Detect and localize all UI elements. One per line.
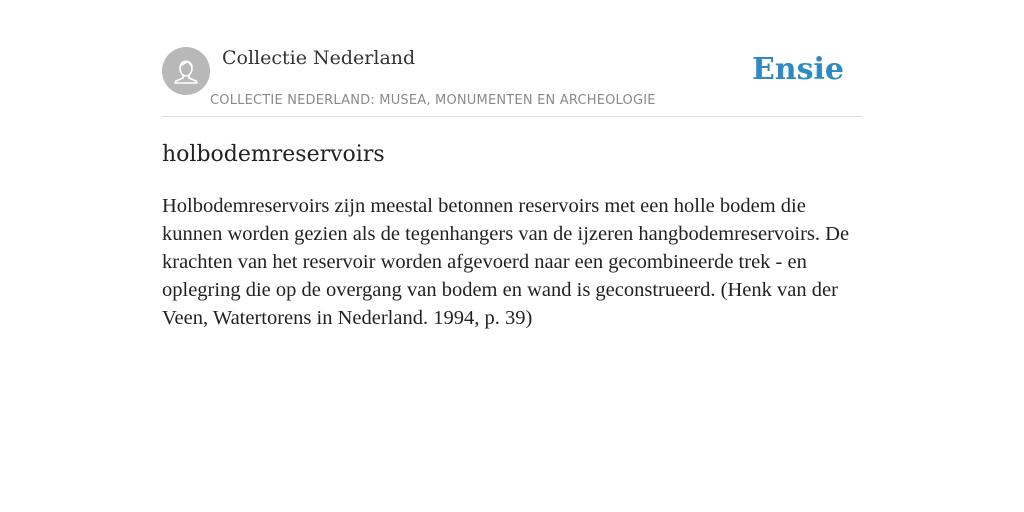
brand-logo[interactable]: Ensie <box>751 52 844 87</box>
page-header <box>162 46 862 117</box>
article-title: holbodemreservoirs <box>162 142 385 167</box>
avatar[interactable] <box>162 47 210 95</box>
author-name[interactable]: Collectie Nederland <box>222 47 416 69</box>
article-body: Holbodemreservoirs zijn meestal betonnen reservoirs met een holle bodem die kunnen worden gezien als de tegenhangers van de ijzeren hangbodemreservoirs. De krachten van het reservoir worden afgevoerd naar een gecombineerde trek - en oplegring die op de overgang van bodem en wand is geconstrueerd. (Henk van der Veen, Watertorens in Nederland. 1994, p. 39) <box>162 195 850 329</box>
collection-subtitle[interactable]: COLLECTIE NEDERLAND: MUSEA, MONUMENTEN EN ARCHEOLOGIE <box>210 93 656 108</box>
user-placeholder-icon <box>162 47 210 95</box>
